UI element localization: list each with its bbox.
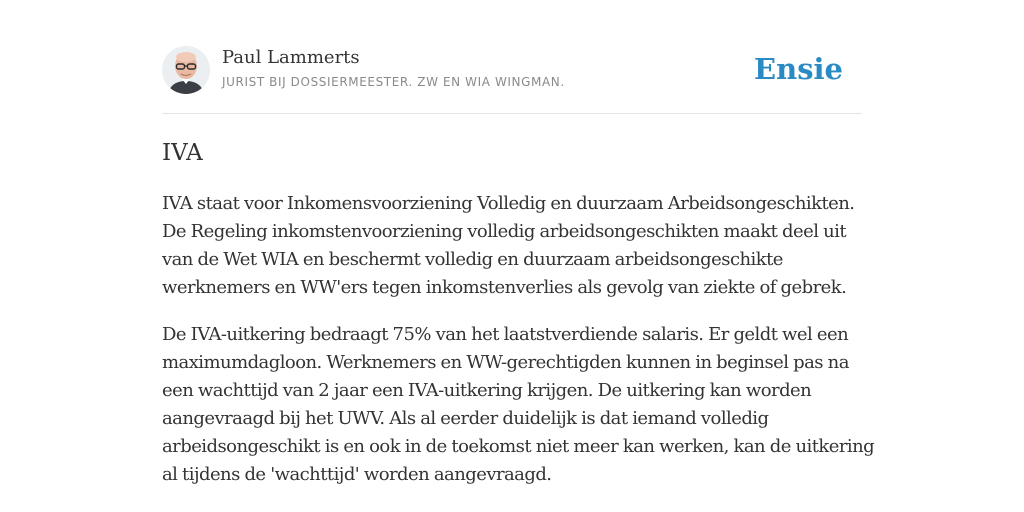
definition-card — [162, 0, 875, 512]
term-title: IVA — [162, 140, 203, 166]
header-divider — [162, 113, 862, 114]
definition-paragraph: De IVA-uitkering bedraagt 75% van het laatstverdiende salaris. Er geldt wel een maximumdagloon. Werknemers en WW-gerechtigden kunnen in beginsel pas na een wachttijd van 2 jaar een IVA-uitkering krijgen. De uitkering kan worden aangevraagd bij het UWV. Als al eerder duidelijk is dat iemand volledig arbeidsongeschikt is en ook in de toekomst niet meer kan werken, kan de uitkering al tijdens de 'wachttijd' worden aangevraagd. — [162, 324, 875, 485]
author-header — [162, 44, 862, 100]
ensie-logo[interactable]: Ensie — [754, 52, 843, 86]
author-name[interactable]: Paul Lammerts — [222, 47, 360, 68]
author-title: JURIST BIJ DOSSIERMEESTER. ZW EN WIA WINGMAN. — [222, 75, 565, 89]
definition-paragraph: IVA staat voor Inkomensvoorziening Volledig en duurzaam Arbeidsongeschikten. De Regeling inkomstenvoorziening volledig arbeidsongeschikten maakt deel uit van de Wet WIA en beschermt volledig en duurzaam arbeidsongeschikte werknemers en WW'ers tegen inkomstenverlies als gevolg van ziekte of gebrek. — [162, 193, 855, 298]
person-icon — [162, 46, 210, 94]
definition-body — [162, 190, 878, 508]
author-avatar[interactable] — [162, 46, 210, 94]
